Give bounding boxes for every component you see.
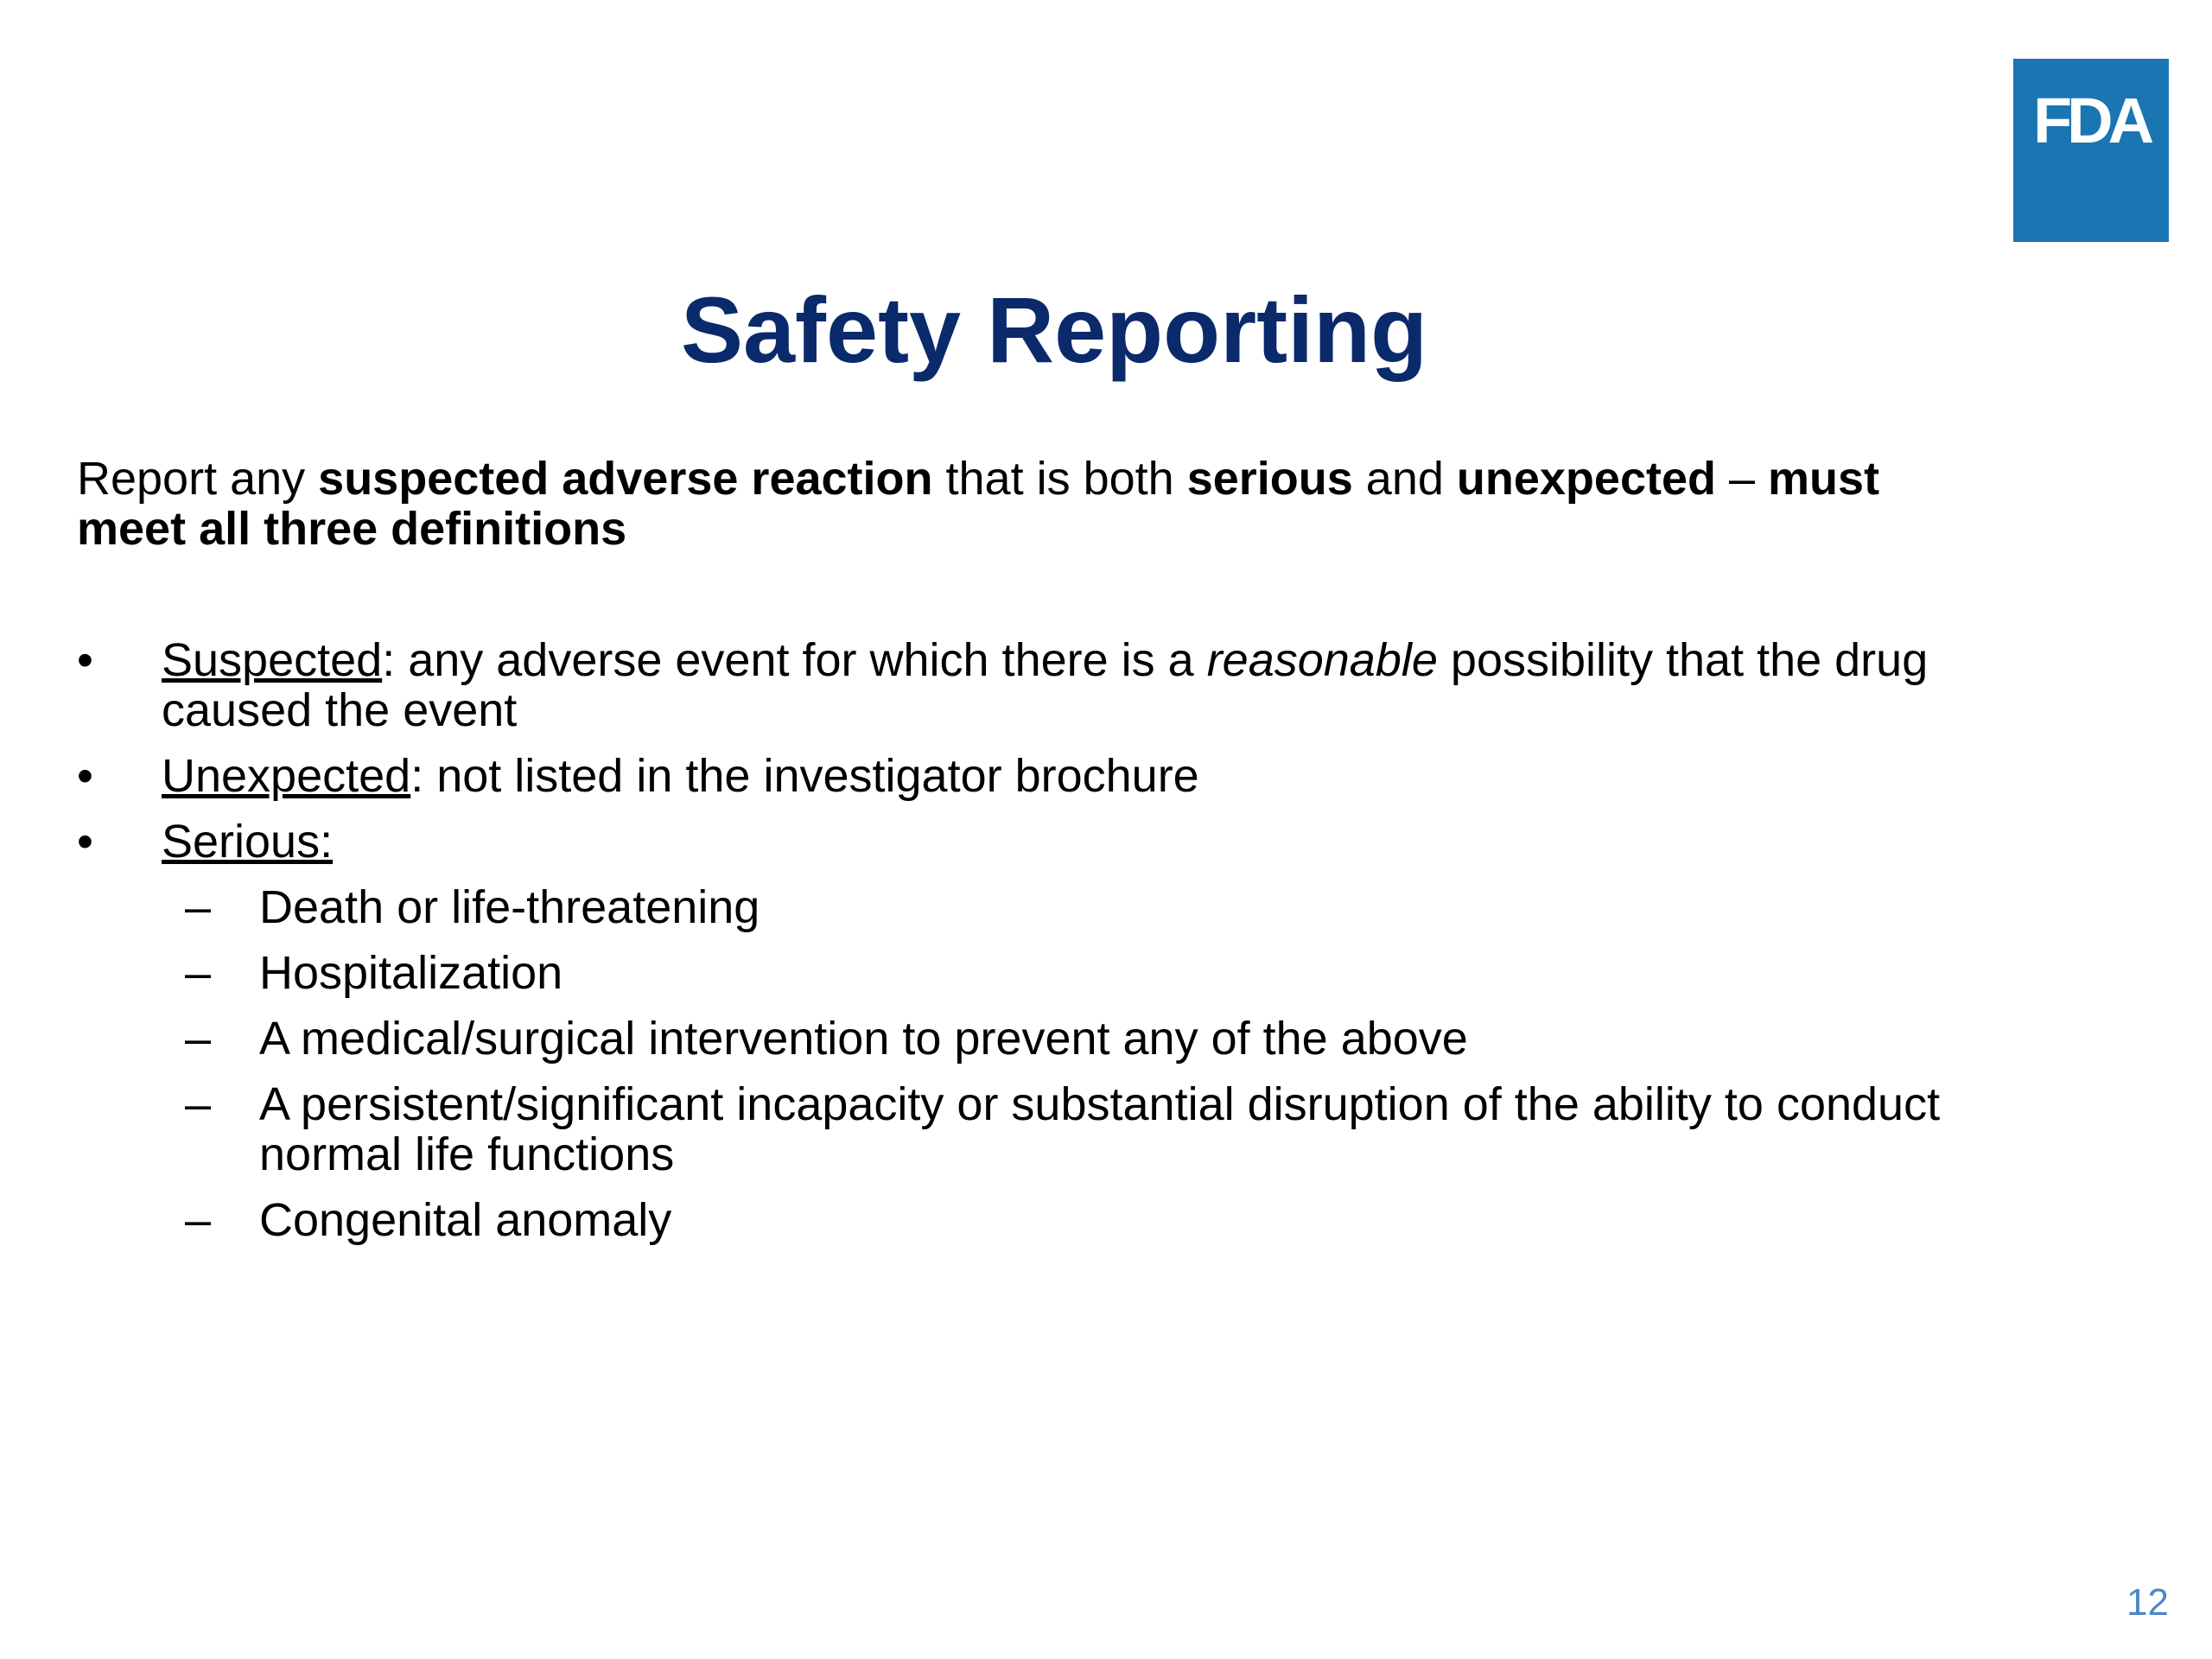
dash-marker: – [185, 1078, 212, 1130]
suspected-text-1: : any adverse event for which there is a [382, 634, 1207, 686]
unexpected-text: : not listed in the investigator brochure [410, 750, 1199, 802]
list-item-unexpected [77, 751, 1995, 801]
intro-text-1: Report any [77, 453, 319, 505]
sub-item-text: A medical/surgical intervention to prevent any of the above [259, 1013, 1468, 1065]
intro-text-2: that is both [932, 453, 1187, 505]
fda-logo-mark [2013, 59, 2169, 242]
suspected-italic: reasonable [1206, 634, 1438, 686]
intro-bold-serious: serious [1186, 453, 1353, 505]
fda-logo-text: FDA [2032, 85, 2150, 156]
sub-item-incapacity [77, 1079, 1995, 1179]
dash-marker: – [185, 947, 212, 999]
sub-item-text: Death or life-threatening [259, 881, 760, 933]
bullet-marker: • [77, 816, 93, 868]
term-suspected: Suspected [162, 634, 383, 686]
sub-item-death [77, 882, 1995, 932]
page-title: Safety Reporting [680, 277, 1428, 382]
intro-bold-must-meet: must meet all three definitions [77, 453, 1880, 555]
dash-marker: – [185, 1013, 212, 1065]
sub-item-text: Hospitalization [259, 947, 563, 999]
list-item-suspected [77, 635, 1995, 735]
intro-bold-suspected: suspected adverse reaction [318, 453, 933, 505]
list-item-serious [77, 817, 1995, 867]
sub-item-congenital [77, 1195, 1995, 1245]
dash-marker: – [185, 881, 212, 933]
sub-item-intervention [77, 1014, 1995, 1064]
sub-item-text: Congenital anomaly [259, 1194, 672, 1246]
intro-bold-unexpected: unexpected [1456, 453, 1716, 505]
page-number: 12 [2126, 1581, 2169, 1624]
term-unexpected: Unexpected [162, 750, 411, 802]
term-serious: Serious: [162, 816, 334, 868]
fda-logo [2013, 59, 2169, 242]
definitions-list [77, 635, 1995, 1261]
intro-text-4: – [1715, 453, 1769, 505]
intro-paragraph [77, 454, 1978, 554]
intro-text-3: and [1352, 453, 1457, 505]
sub-item-text: A persistent/significant incapacity or substantial disruption of the ability to conduct normal life functions [259, 1078, 1941, 1180]
dash-marker: – [185, 1194, 212, 1246]
bullet-marker: • [77, 634, 93, 686]
sub-item-hospitalization [77, 948, 1995, 998]
suspected-text-2: possibility that the drug caused the event [162, 634, 1929, 736]
bullet-marker: • [77, 750, 93, 802]
